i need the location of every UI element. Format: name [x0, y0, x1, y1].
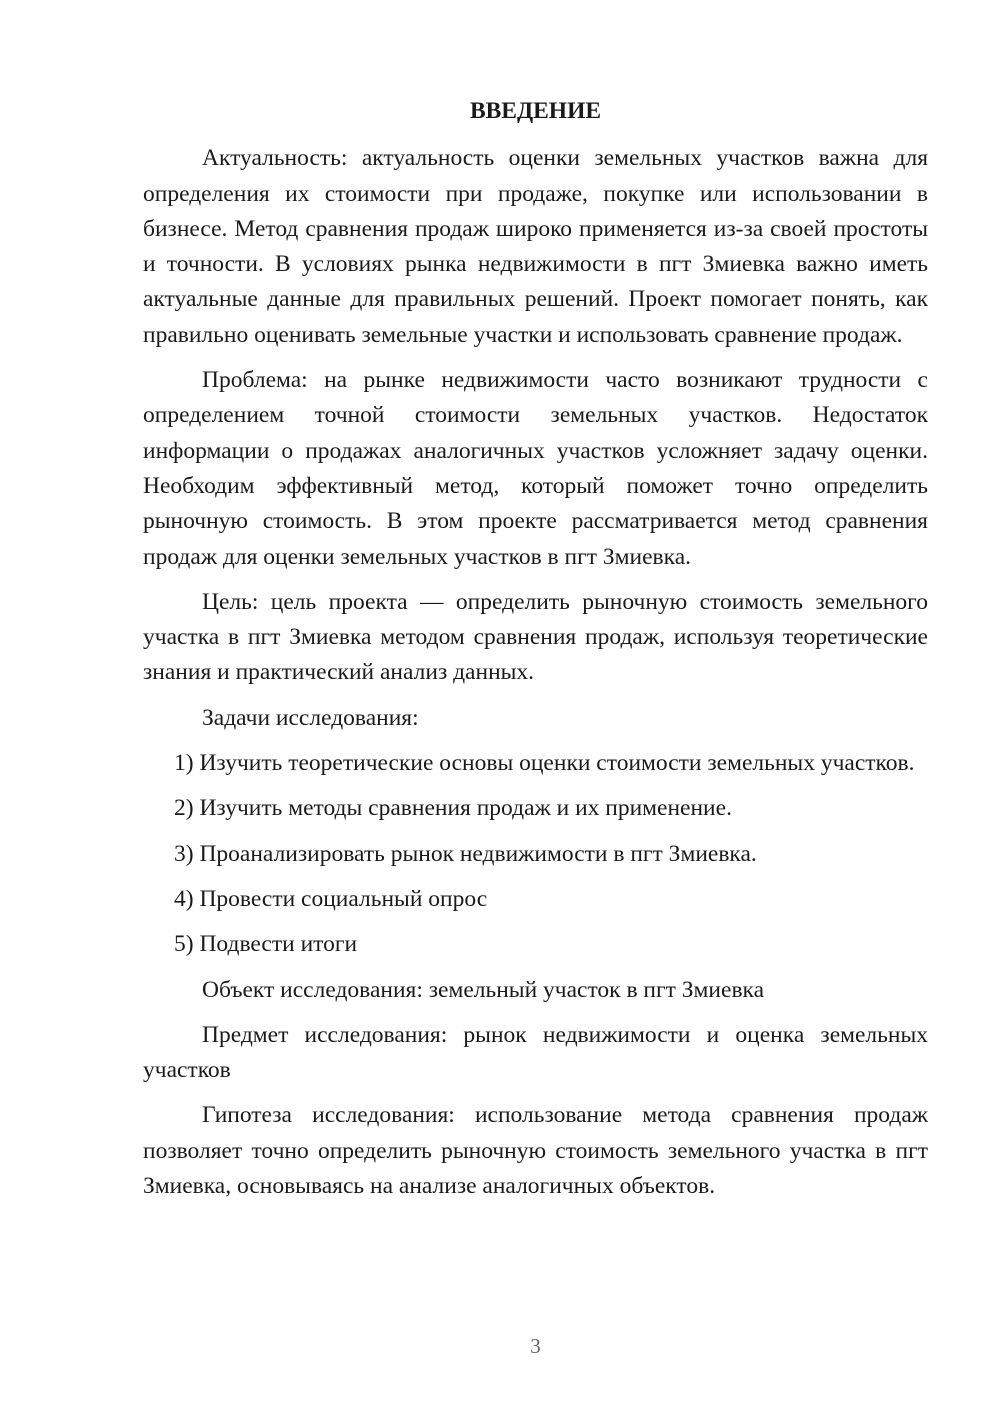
task-item-5: 5) Подвести итоги	[174, 931, 358, 958]
paragraph-hypothesis: Гипотеза исследования: использование метода сравнения продаж позволяет точно определить рыночную стоимость земельного участка в пгт Змиевка, основываясь на анализе аналогичных объектов.	[143, 1102, 928, 1200]
task-item-1: 1) Изучить теоретические основы оценки стоимости земельных участков.	[174, 750, 915, 777]
paragraph-object: Объект исследования: земельный участок в пгт Змиевка	[202, 976, 765, 1003]
task-item-3: 3) Проанализировать рынок недвижимости в пгт Змиевка.	[174, 840, 757, 867]
paragraph-relevance: Актуальность: актуальность оценки земельных участков важна для определения их стоимости при продаже, покупке или использовании в бизнесе. Метод сравнения продаж широко применяется из-за своей простоты и точности. В условиях рынка недвижимости в пгт Змиевка важно иметь актуальные данные для правильных решений. Проект помогает понять, как правильно оценивать земельные участки и использовать сравнение продаж.	[143, 145, 928, 348]
task-item-2: 2) Изучить методы сравнения продаж и их применение.	[174, 795, 732, 822]
task-item-4: 4) Провести социальный опрос	[174, 885, 488, 912]
paragraph-problem: Проблема: на рынке недвижимости часто возникают трудности с определением точной стоимости земельных участков. Недостаток информации о продажах аналогичных участков усложняет задачу оценки. Необходим эффективный метод, который поможет точно определить рыночную стоимость. В этом проекте рассматривается метод сравнения продаж для оценки земельных участков в пгт Змиевка.	[143, 367, 928, 570]
page-number: 3	[530, 1334, 541, 1358]
tasks-title: Задачи исследования:	[202, 704, 419, 731]
page-content	[143, 94, 928, 1214]
paragraph-goal: Цель: цель проекта — определить рыночную стоимость земельного участка в пгт Змиевка методом сравнения продаж, используя теоретические знания и практический анализ данных.	[143, 588, 928, 686]
paragraph-subject: Предмет исследования: рынок недвижимости и оценка земельных участков	[143, 1021, 928, 1084]
section-heading: ВВЕДЕНИЕ	[469, 98, 602, 124]
